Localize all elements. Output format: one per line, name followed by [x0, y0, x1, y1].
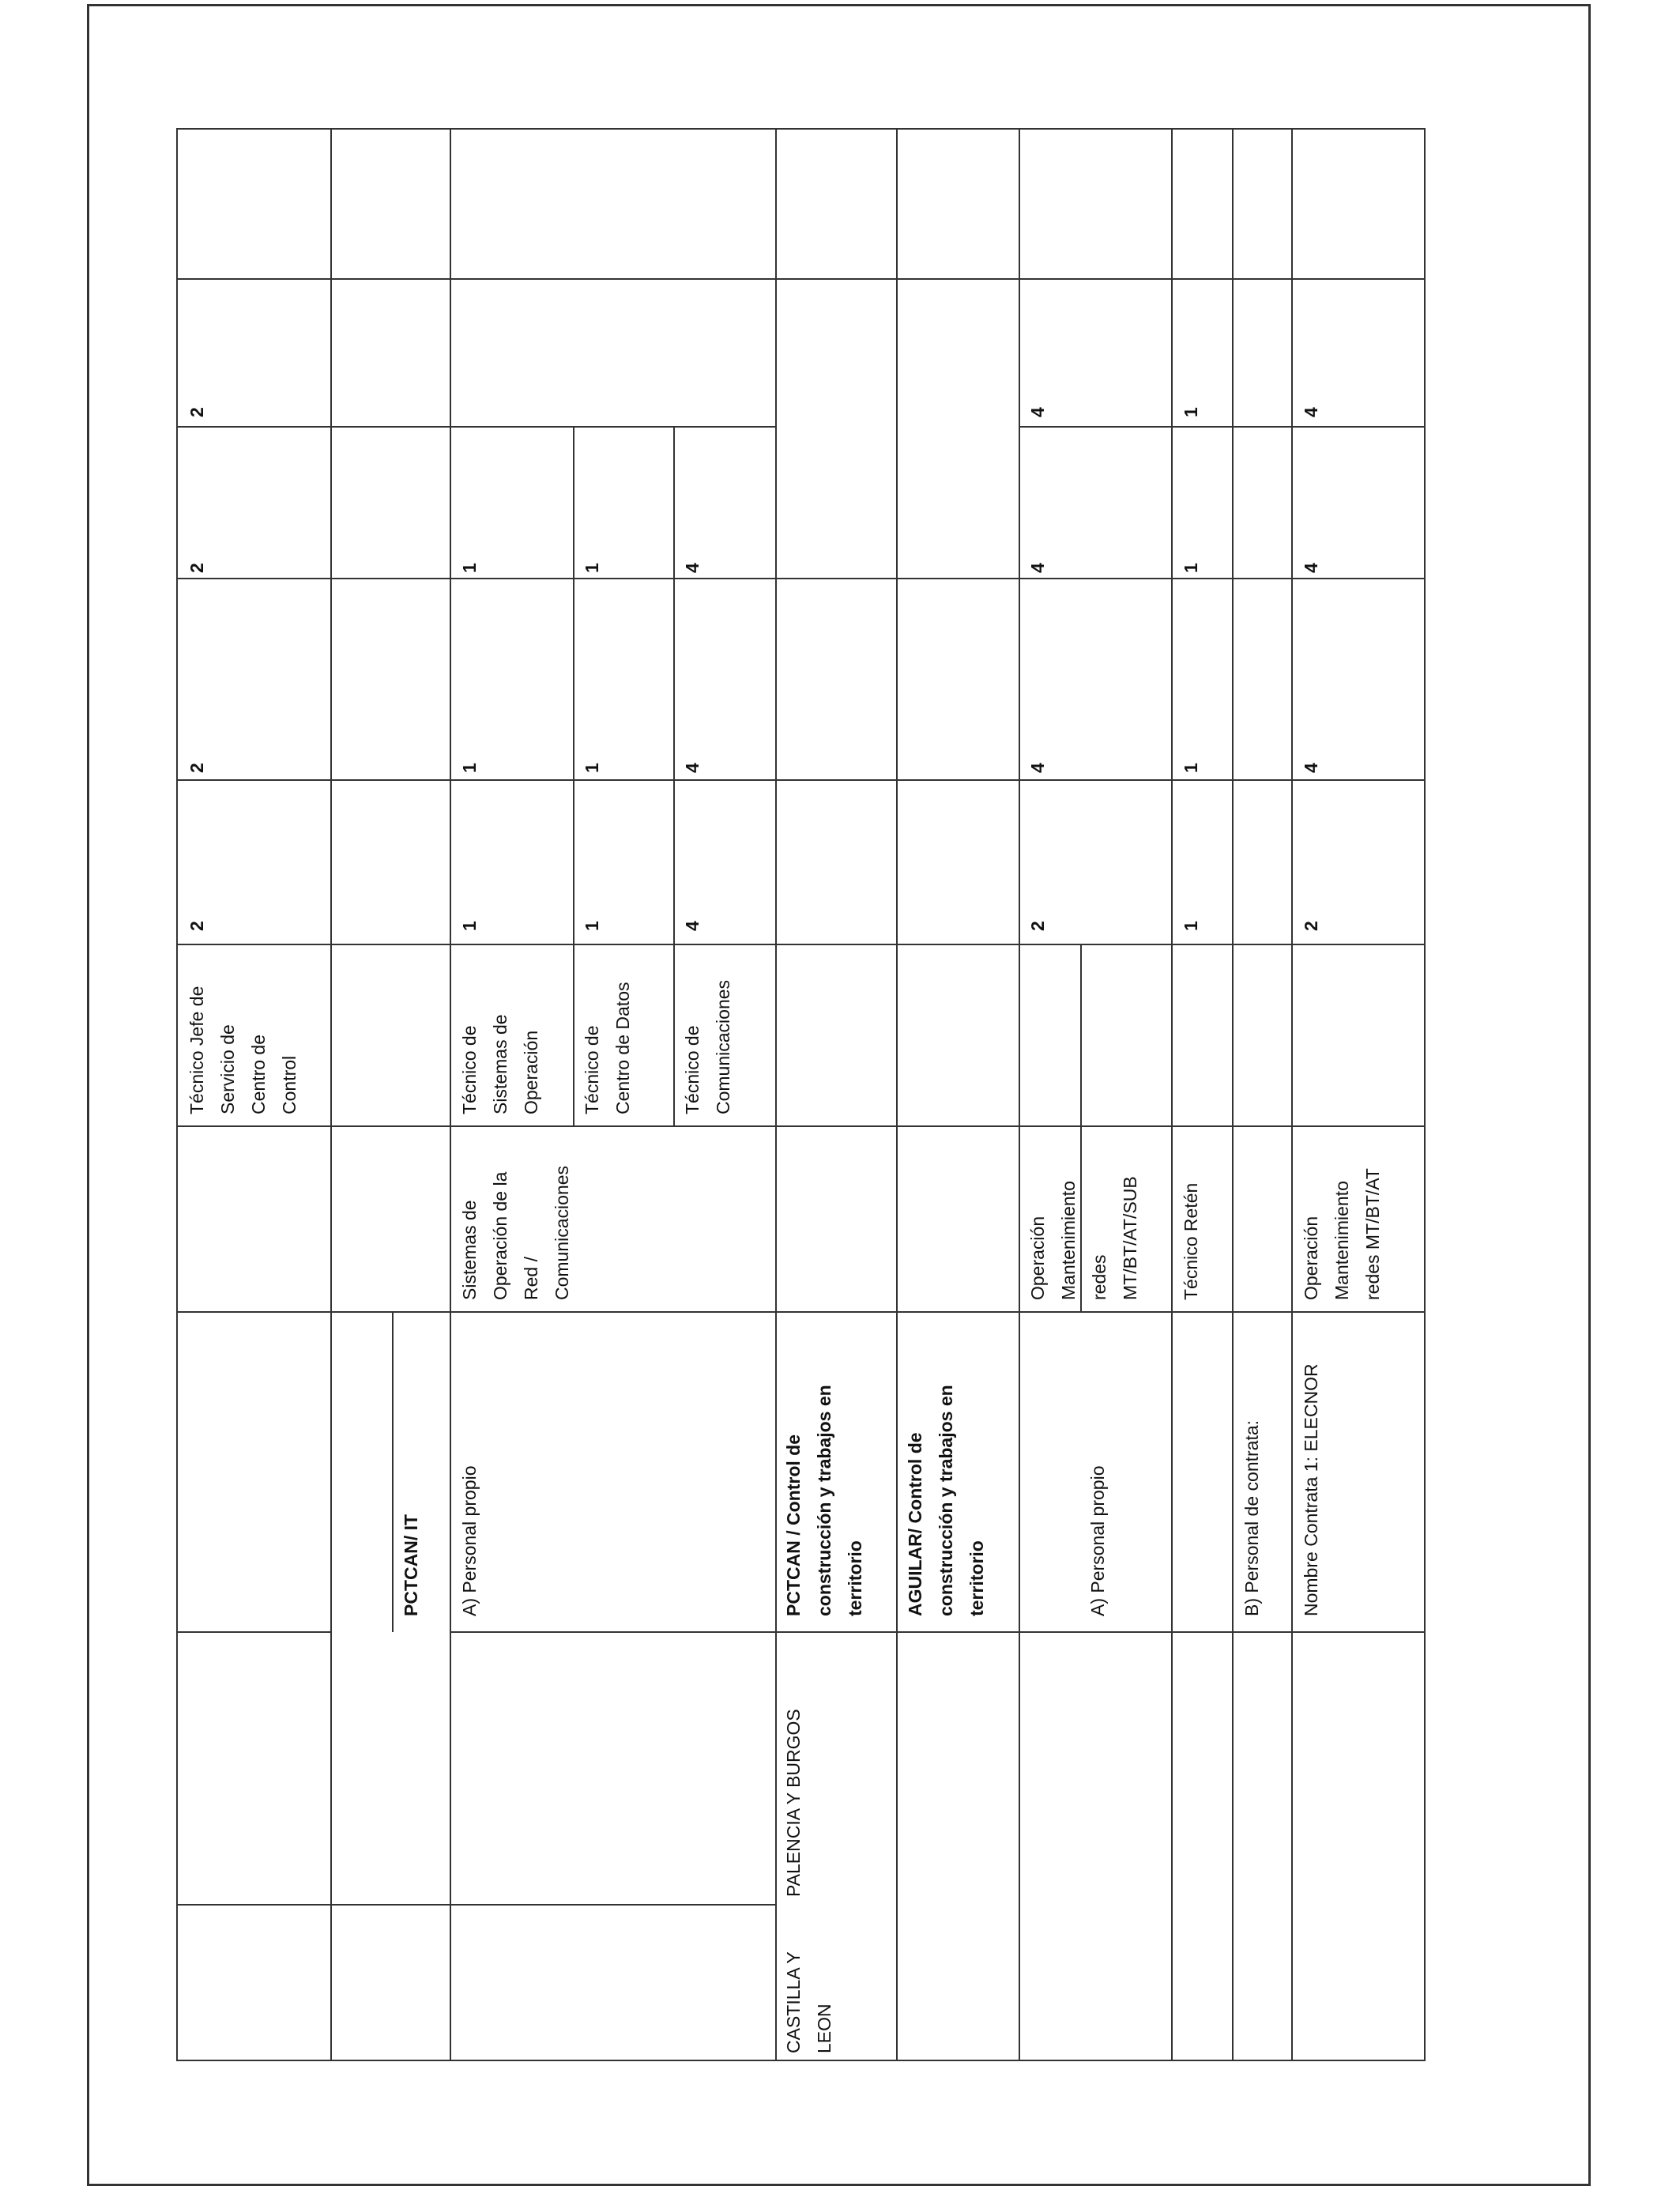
- sistemas-value-2: 1: [459, 763, 480, 773]
- jefe-value-4: 2: [186, 407, 207, 417]
- jefe-value-3: 2: [186, 563, 207, 573]
- jefe-value-2: 2: [186, 763, 207, 773]
- personal-propio-it: A) Personal propio: [459, 1465, 480, 1616]
- pctcan-control-label: PCTCAN / Control de construcción y trabajos en territorio: [783, 1385, 865, 1616]
- contrata-value-1: 2: [1301, 921, 1321, 931]
- contrata-value-3: 4: [1301, 563, 1321, 573]
- comunicaciones-value-3: 4: [682, 563, 703, 573]
- contrata-value-4: 4: [1301, 407, 1321, 417]
- comunicaciones-value-2: 4: [682, 763, 703, 773]
- sistemas-value-3: 1: [459, 563, 480, 573]
- personal-contrata-label: B) Personal de contrata:: [1241, 1419, 1262, 1616]
- operacion-value-1: 2: [1027, 921, 1048, 931]
- reten-value-3: 1: [1181, 563, 1201, 573]
- operacion-value-4: 4: [1027, 407, 1048, 417]
- reten-value-1: 1: [1181, 921, 1201, 931]
- region-label: CASTILLA Y LEON: [783, 1951, 834, 2053]
- tecnico-datos-label: Técnico de Centro de Datos: [582, 982, 633, 1114]
- reten-value-2: 1: [1181, 763, 1201, 773]
- operacion-value-3: 4: [1027, 563, 1048, 573]
- contrata-1-label: Nombre Contrata 1: ELECNOR: [1301, 1363, 1321, 1616]
- operacion-contrata-label: Operación Mantenimiento redes MT/BT/AT: [1301, 1168, 1383, 1300]
- comunicaciones-value-1: 4: [682, 921, 703, 931]
- personal-propio-territorio: A) Personal propio: [1087, 1465, 1108, 1616]
- tecnico-reten-label: Técnico Retén: [1181, 1182, 1201, 1300]
- province-label: PALENCIA Y BURGOS: [783, 1709, 804, 1897]
- reten-value-4: 1: [1181, 407, 1201, 417]
- datos-value-2: 1: [582, 763, 602, 773]
- sistemas-area-label: Sistemas de Operación de la Red / Comunicaciones: [459, 1165, 572, 1300]
- section-pctcan-it: PCTCAN/ IT: [401, 1514, 421, 1616]
- datos-value-1: 1: [582, 921, 602, 931]
- sistemas-value-1: 1: [459, 921, 480, 931]
- tecnico-jefe-label: Técnico Jefe de Servicio de Centro de Control: [186, 986, 299, 1114]
- tecnico-comunicaciones-label: Técnico de Comunicaciones: [682, 979, 733, 1114]
- contrata-value-2: 4: [1301, 763, 1321, 773]
- tecnico-sistemas-label: Técnico de Sistemas de Operación: [459, 1014, 541, 1114]
- datos-value-3: 1: [582, 563, 602, 573]
- operacion-value-2: 4: [1027, 763, 1048, 773]
- operacion-mt-sub-label: Operación Mantenimiento redes MT/BT/AT/SUB: [1027, 1176, 1140, 1300]
- jefe-value-1: 2: [186, 921, 207, 931]
- aguilar-control-label: AGUILAR/ Control de construcción y trabajos en territorio: [905, 1385, 987, 1616]
